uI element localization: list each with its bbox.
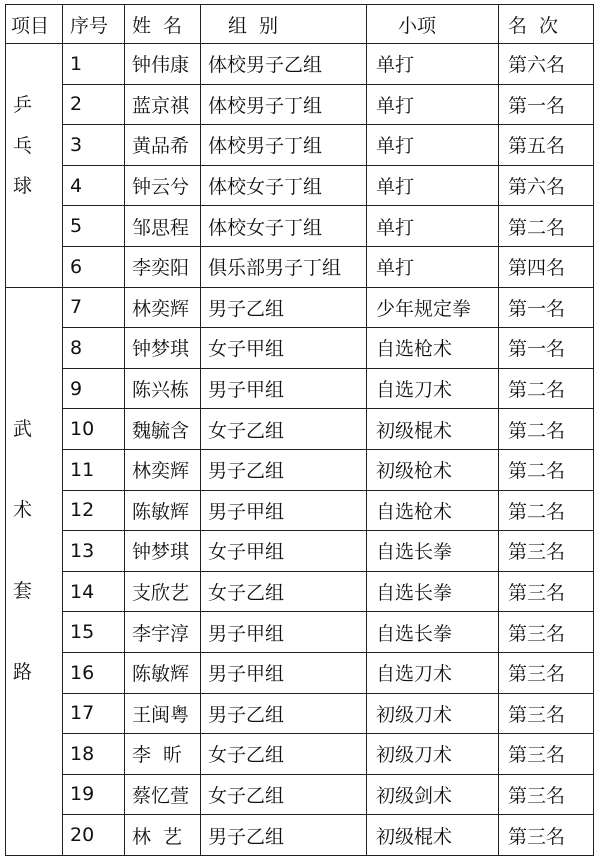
cell-rank: 第三名 xyxy=(499,774,594,815)
cell-name: 林奕辉 xyxy=(125,287,201,328)
cell-name: 黄品希 xyxy=(125,125,201,166)
table-row xyxy=(6,368,594,409)
cell-seq: 3 xyxy=(63,125,125,166)
cell-seq: 19 xyxy=(63,774,125,815)
cell-rank: 第六名 xyxy=(499,165,594,206)
cell-rank: 第二名 xyxy=(499,449,594,490)
cell-rank: 第五名 xyxy=(499,125,594,166)
cell-seq: 9 xyxy=(63,368,125,409)
cell-group: 体校女子丁组 xyxy=(201,206,367,247)
cell-seq: 10 xyxy=(63,409,125,450)
cell-rank: 第三名 xyxy=(499,693,594,734)
cell-seq: 12 xyxy=(63,490,125,531)
cell-name: 陈敏辉 xyxy=(125,490,201,531)
table-row xyxy=(6,815,594,856)
cell-group: 体校男子丁组 xyxy=(201,125,367,166)
cell-rank: 第一名 xyxy=(499,328,594,369)
cell-name: 钟梦琪 xyxy=(125,531,201,572)
cell-group: 体校男子乙组 xyxy=(201,44,367,85)
table-row xyxy=(6,206,594,247)
cell-group: 男子甲组 xyxy=(201,612,367,653)
cell-event: 单打 xyxy=(367,246,499,287)
cell-seq: 17 xyxy=(63,693,125,734)
cell-rank: 第一名 xyxy=(499,287,594,328)
cell-name: 李 昕 xyxy=(125,734,201,775)
header-row xyxy=(6,5,594,44)
table-row xyxy=(6,531,594,572)
cell-seq: 1 xyxy=(63,44,125,85)
cell-seq: 6 xyxy=(63,246,125,287)
cell-seq: 15 xyxy=(63,612,125,653)
table-body xyxy=(6,44,594,856)
cell-name: 邹思程 xyxy=(125,206,201,247)
cell-name: 李奕阳 xyxy=(125,246,201,287)
category-label: 乒乓球 xyxy=(13,94,33,198)
cell-group: 女子甲组 xyxy=(201,328,367,369)
category-cell xyxy=(6,287,63,855)
cell-event: 自选长拳 xyxy=(367,571,499,612)
cell-name: 蓝京祺 xyxy=(125,84,201,125)
table-row xyxy=(6,693,594,734)
cell-group: 男子乙组 xyxy=(201,693,367,734)
table-row xyxy=(6,246,594,287)
table-row xyxy=(6,774,594,815)
cell-event: 单打 xyxy=(367,125,499,166)
header-event: 小项 xyxy=(367,5,499,44)
table-row xyxy=(6,652,594,693)
cell-rank: 第三名 xyxy=(499,652,594,693)
cell-group: 男子甲组 xyxy=(201,368,367,409)
cell-name: 陈敏辉 xyxy=(125,652,201,693)
cell-event: 初级刀术 xyxy=(367,693,499,734)
table-row xyxy=(6,287,594,328)
cell-rank: 第二名 xyxy=(499,206,594,247)
table-row xyxy=(6,328,594,369)
cell-event: 自选枪术 xyxy=(367,490,499,531)
cell-name: 魏毓含 xyxy=(125,409,201,450)
cell-rank: 第一名 xyxy=(499,84,594,125)
cell-rank: 第二名 xyxy=(499,409,594,450)
cell-rank: 第二名 xyxy=(499,368,594,409)
cell-name: 蔡忆萱 xyxy=(125,774,201,815)
cell-group: 俱乐部男子丁组 xyxy=(201,246,367,287)
cell-group: 女子乙组 xyxy=(201,734,367,775)
table-row xyxy=(6,734,594,775)
cell-group: 女子乙组 xyxy=(201,409,367,450)
cell-group: 女子甲组 xyxy=(201,531,367,572)
cell-seq: 5 xyxy=(63,206,125,247)
table-row xyxy=(6,612,594,653)
cell-event: 初级棍术 xyxy=(367,409,499,450)
results-table xyxy=(5,4,594,856)
cell-event: 单打 xyxy=(367,44,499,85)
cell-name: 支欣艺 xyxy=(125,571,201,612)
cell-rank: 第三名 xyxy=(499,815,594,856)
cell-event: 自选刀术 xyxy=(367,652,499,693)
cell-event: 自选枪术 xyxy=(367,328,499,369)
cell-event: 初级剑术 xyxy=(367,774,499,815)
table-row xyxy=(6,449,594,490)
cell-seq: 18 xyxy=(63,734,125,775)
cell-seq: 2 xyxy=(63,84,125,125)
cell-rank: 第三名 xyxy=(499,612,594,653)
cell-event: 单打 xyxy=(367,165,499,206)
cell-group: 男子乙组 xyxy=(201,815,367,856)
cell-event: 单打 xyxy=(367,206,499,247)
table-row xyxy=(6,44,594,85)
cell-event: 少年规定拳 xyxy=(367,287,499,328)
cell-group: 体校男子丁组 xyxy=(201,84,367,125)
category-cell xyxy=(6,44,63,288)
cell-seq: 4 xyxy=(63,165,125,206)
cell-group: 男子甲组 xyxy=(201,490,367,531)
cell-seq: 20 xyxy=(63,815,125,856)
header-category: 项目 xyxy=(6,5,63,44)
cell-event: 初级枪术 xyxy=(367,449,499,490)
cell-rank: 第六名 xyxy=(499,44,594,85)
table-row xyxy=(6,409,594,450)
cell-seq: 13 xyxy=(63,531,125,572)
cell-rank: 第三名 xyxy=(499,734,594,775)
cell-seq: 11 xyxy=(63,449,125,490)
cell-seq: 8 xyxy=(63,328,125,369)
cell-group: 男子乙组 xyxy=(201,287,367,328)
cell-group: 体校女子丁组 xyxy=(201,165,367,206)
cell-event: 初级刀术 xyxy=(367,734,499,775)
cell-event: 单打 xyxy=(367,84,499,125)
cell-rank: 第四名 xyxy=(499,246,594,287)
cell-seq: 16 xyxy=(63,652,125,693)
header-rank: 名 次 xyxy=(499,5,594,44)
cell-name: 林 艺 xyxy=(125,815,201,856)
cell-group: 女子乙组 xyxy=(201,774,367,815)
cell-name: 陈兴栋 xyxy=(125,368,201,409)
cell-event: 初级棍术 xyxy=(367,815,499,856)
table-row xyxy=(6,84,594,125)
cell-name: 钟云兮 xyxy=(125,165,201,206)
cell-event: 自选长拳 xyxy=(367,531,499,572)
cell-event: 自选长拳 xyxy=(367,612,499,653)
cell-seq: 7 xyxy=(63,287,125,328)
cell-name: 钟梦琪 xyxy=(125,328,201,369)
cell-rank: 第二名 xyxy=(499,490,594,531)
table-row xyxy=(6,571,594,612)
cell-rank: 第三名 xyxy=(499,571,594,612)
cell-group: 女子乙组 xyxy=(201,571,367,612)
cell-event: 自选刀术 xyxy=(367,368,499,409)
header-name: 姓 名 xyxy=(125,5,201,44)
table-row xyxy=(6,490,594,531)
header-group: 组 别 xyxy=(201,5,367,44)
cell-name: 林奕辉 xyxy=(125,449,201,490)
cell-rank: 第三名 xyxy=(499,531,594,572)
header-seq: 序号 xyxy=(63,5,125,44)
table-row xyxy=(6,165,594,206)
cell-seq: 14 xyxy=(63,571,125,612)
cell-name: 王闽粤 xyxy=(125,693,201,734)
category-label: 武术套路 xyxy=(13,417,33,684)
table-row xyxy=(6,125,594,166)
cell-group: 男子乙组 xyxy=(201,449,367,490)
cell-name: 李宇淳 xyxy=(125,612,201,653)
cell-group: 男子甲组 xyxy=(201,652,367,693)
cell-name: 钟伟康 xyxy=(125,44,201,85)
